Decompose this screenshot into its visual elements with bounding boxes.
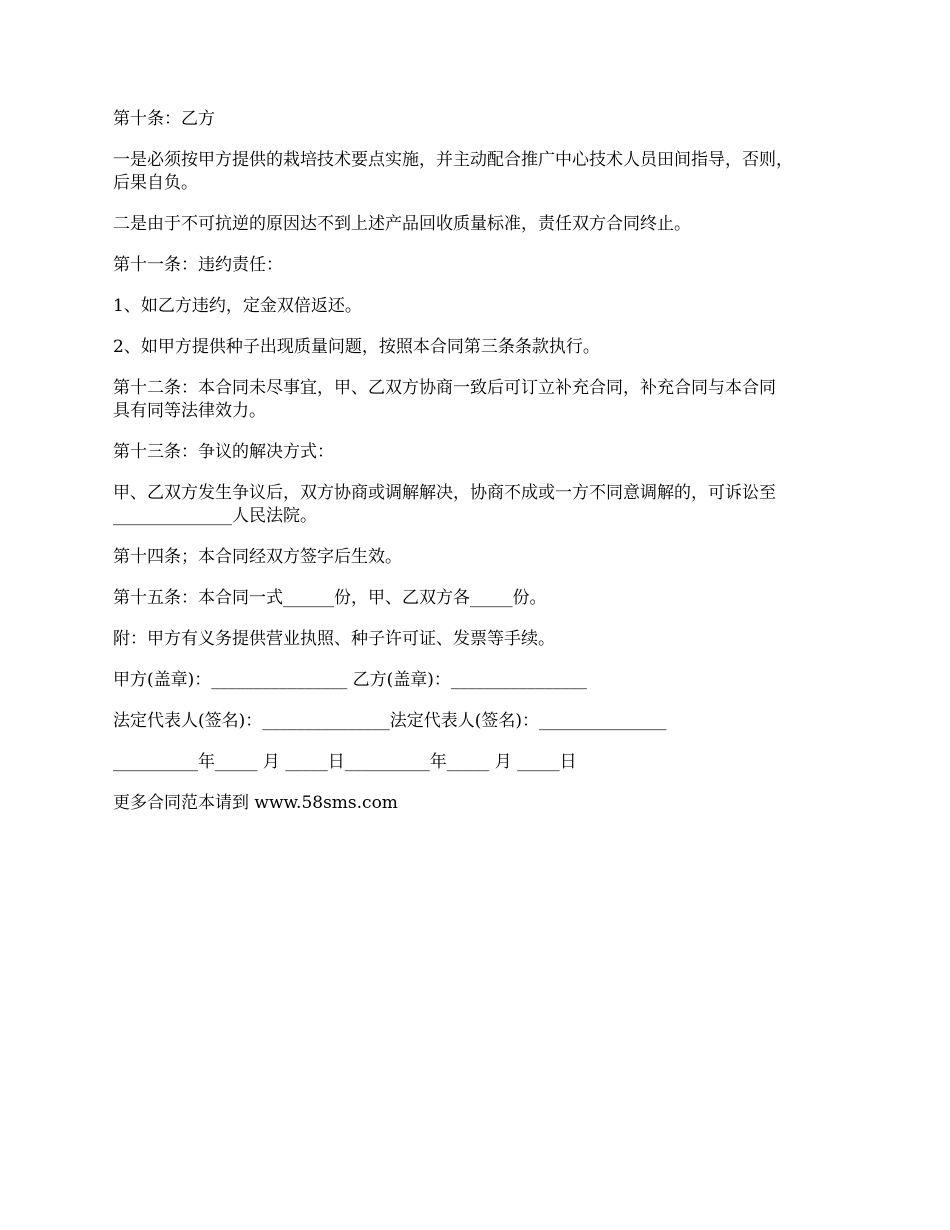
court-blank-line: ______________人民法院。 (113, 506, 317, 526)
appendix-note (113, 628, 858, 651)
article-13-body (113, 482, 858, 528)
text-line: 更多合同范本请到 www.58sms.com (113, 793, 398, 813)
text-line: 第十五条：本合同一式______份，甲、乙双方各_____份。 (113, 588, 547, 608)
text-line: 第十条：乙方 (113, 109, 215, 129)
text-line: 一是必须按甲方提供的栽培技术要点实施，并主动配合推广中心技术人员田间指导，否则， (113, 150, 793, 170)
text-line: __________年_____ 月 _____日__________年_____ 月 _____日 (113, 752, 577, 772)
article-11-item-1 (113, 295, 858, 318)
text-line: 附：甲方有义务提供营业执照、种子许可证、发票等手续。 (113, 629, 555, 649)
article-12 (113, 377, 858, 423)
text-line: 后果自负。 (113, 173, 198, 193)
text-line: 甲方(盖章)：________________ 乙方(盖章)：________________ (113, 670, 587, 690)
document-page (113, 108, 858, 833)
text-line: 第十二条：本合同未尽事宜，甲、乙双方协商一致后可订立补充合同，补充合同与本合同 (113, 378, 776, 398)
text-line: 二是由于不可抗逆的原因达不到上述产品回收质量标准，责任双方合同终止。 (113, 214, 691, 234)
text-line: 法定代表人(签名)：_______________法定代表人(签名)：_______________ (113, 711, 667, 731)
party-seal-line (113, 669, 858, 692)
article-11-heading (113, 254, 858, 277)
article-11-item-2 (113, 336, 858, 359)
footer-more-templates (113, 792, 858, 815)
article-10-clause-1 (113, 149, 858, 195)
text-line: 1、如乙方违约，定金双倍返还。 (113, 296, 362, 316)
article-10-heading (113, 108, 858, 131)
text-line: 第十三条：争议的解决方式： (113, 442, 334, 462)
text-line: 具有同等法律效力。 (113, 401, 266, 421)
article-15 (113, 587, 858, 610)
text-line: 甲、乙双方发生争议后，双方协商或调解解决，协商不成或一方不同意调解的，可诉讼至 (113, 483, 776, 503)
representative-signature-line (113, 710, 858, 733)
article-14 (113, 546, 858, 569)
text-line: 第十四条；本合同经双方签字后生效。 (113, 547, 402, 567)
text-line: 2、如甲方提供种子出现质量问题，按照本合同第三条条款执行。 (113, 337, 600, 357)
text-line: 第十一条：违约责任： (113, 255, 283, 275)
date-line (113, 751, 858, 774)
article-13-heading (113, 441, 858, 464)
article-10-clause-2 (113, 213, 858, 236)
